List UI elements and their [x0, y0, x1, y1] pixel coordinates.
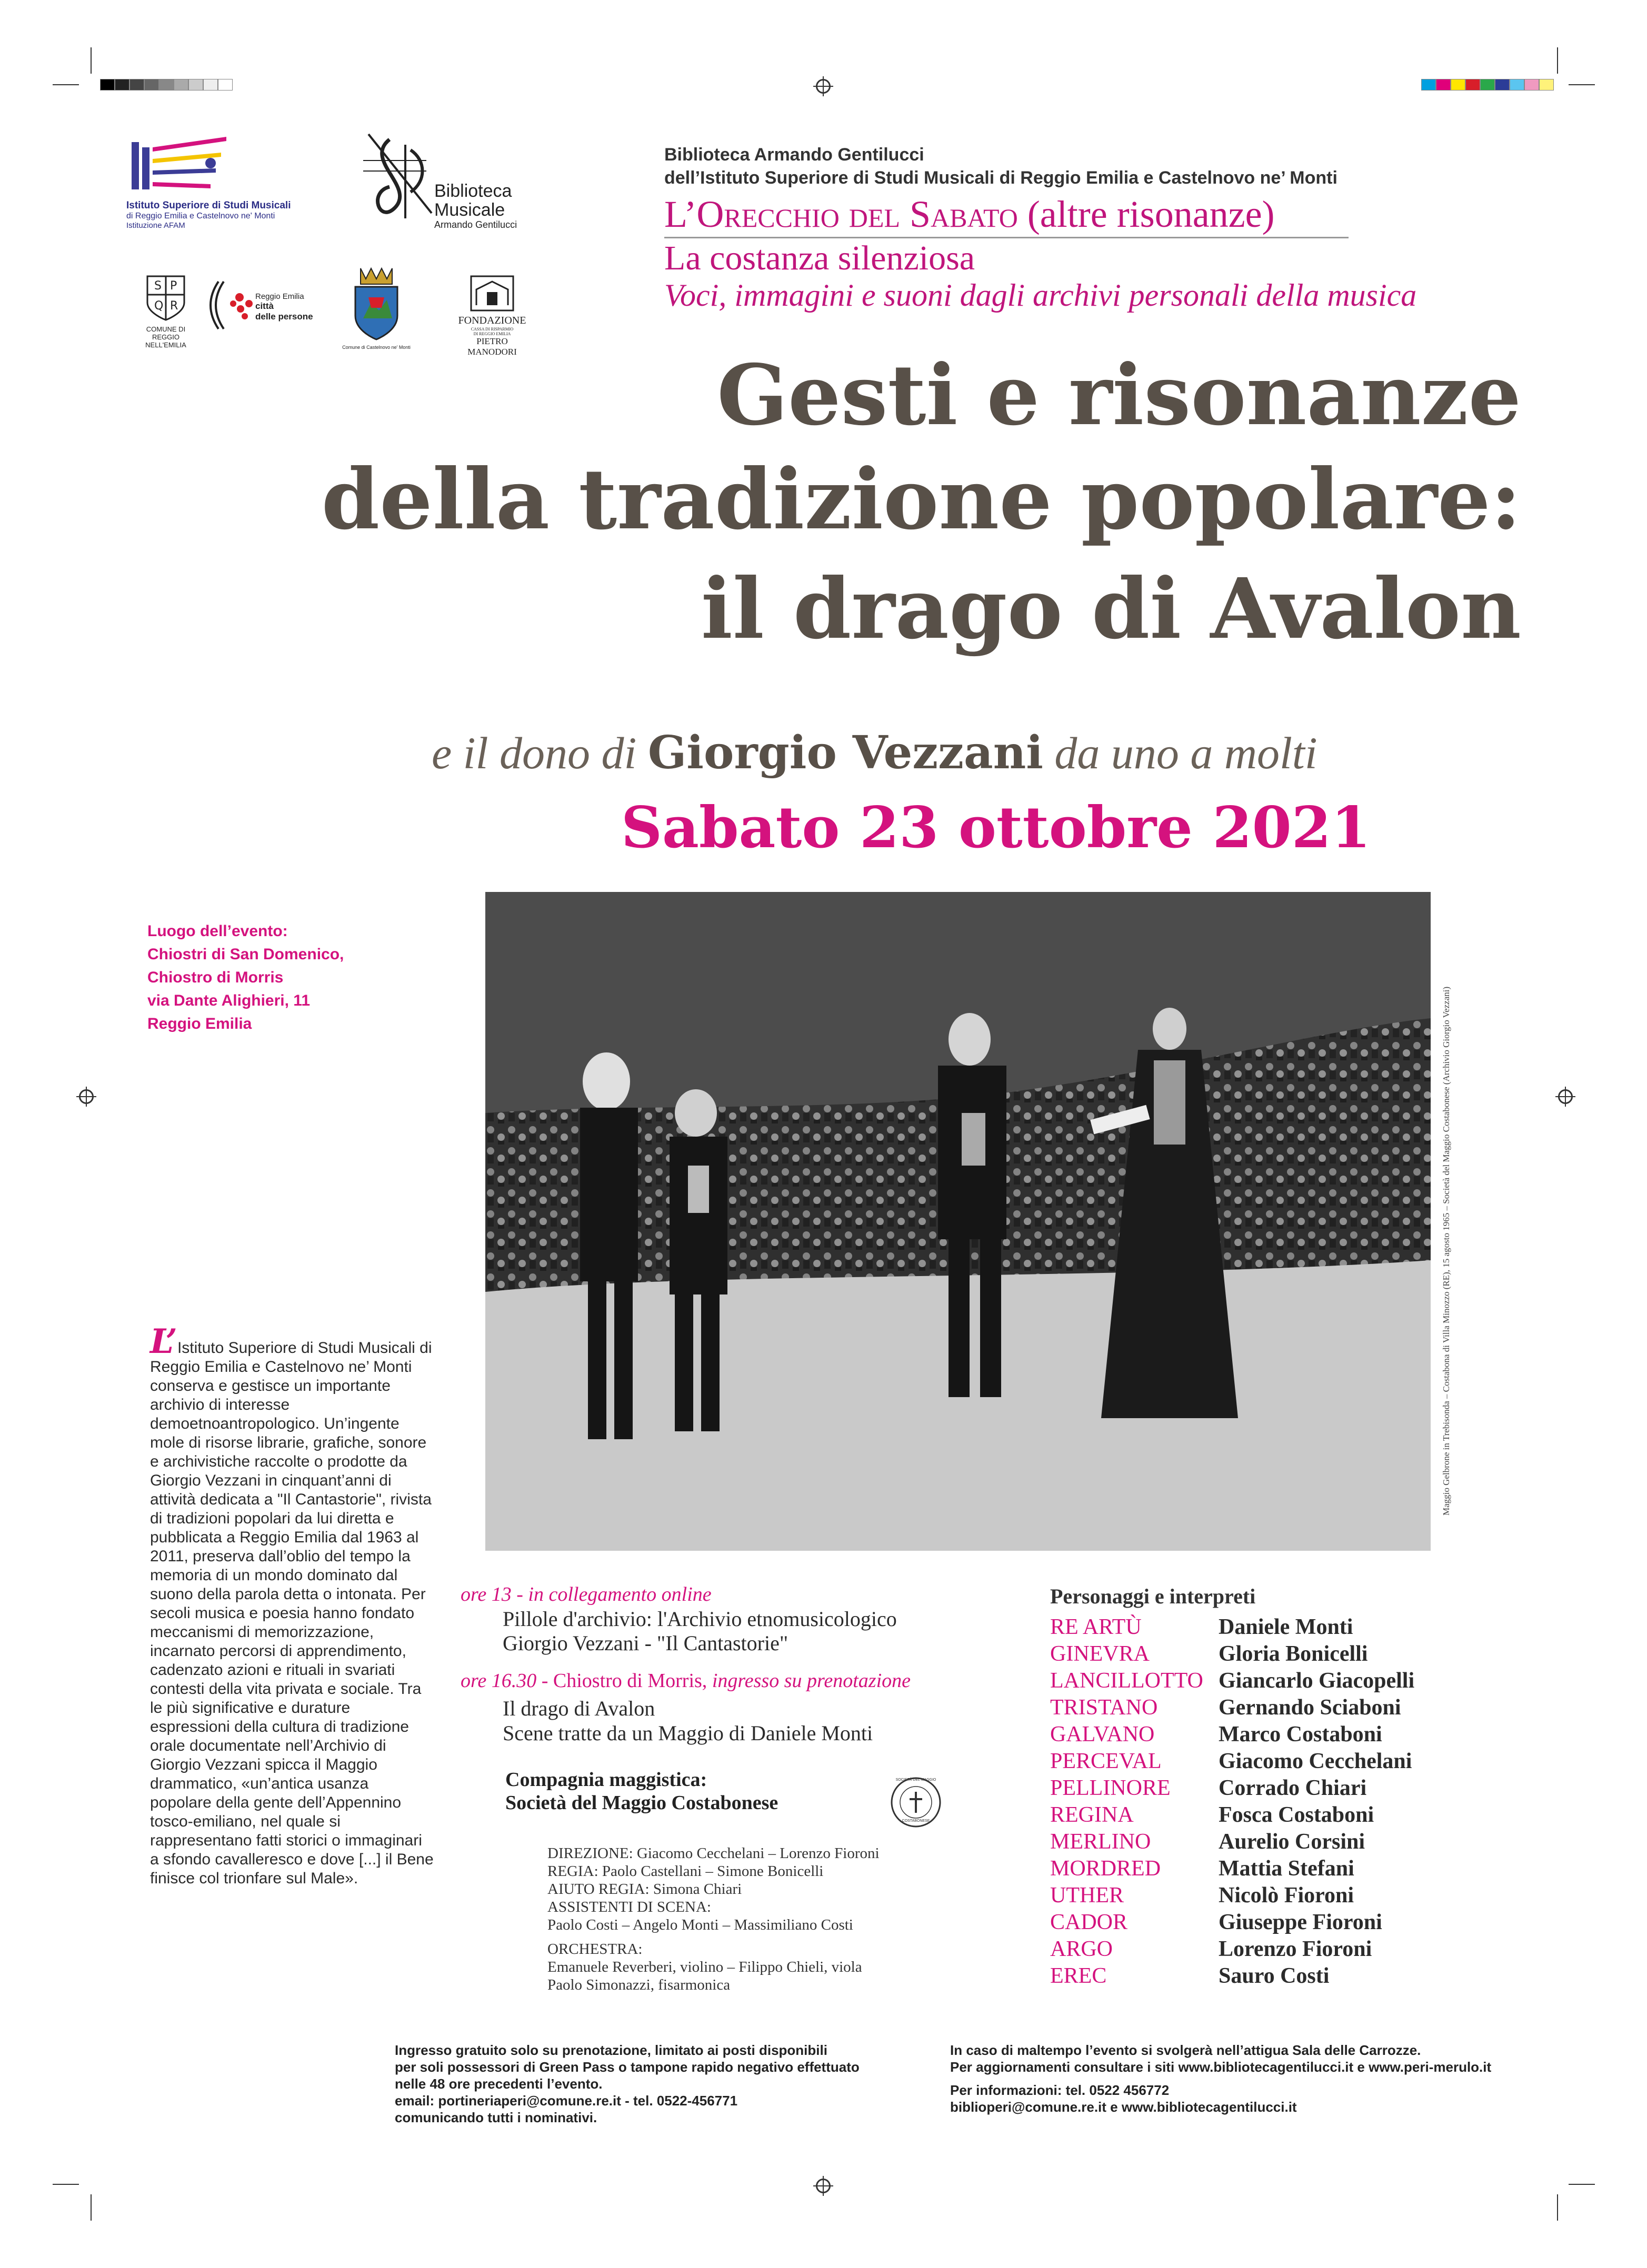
svg-text:S: S	[154, 279, 162, 293]
cast-row	[1050, 1882, 1524, 1909]
logo-biblioteca	[358, 129, 532, 234]
cycle-title: La costanza silenziosa	[664, 239, 975, 277]
logo-castelnovo	[342, 266, 411, 355]
seal-text-bottom: COSTABONESE	[902, 1819, 930, 1823]
cast-role: EREC	[1050, 1964, 1107, 1988]
crop-mark-tr-v	[1557, 47, 1558, 74]
musicale-word: Musicale	[434, 200, 505, 220]
comune-city: REGGIO NELL'EMILIA	[145, 333, 186, 349]
header-institute: dell’Istituto Superiore di Studi Musicali di Reggio Emilia e Castelnovo ne’ Monti	[664, 168, 1337, 188]
venue-block	[147, 920, 344, 1036]
cast-row	[1050, 1829, 1524, 1855]
footer-left	[395, 2042, 921, 2126]
cast-role: MORDRED	[1050, 1856, 1161, 1881]
fondazione-manodori: PIETRO MANODORI	[467, 336, 517, 357]
footer-left-email: email: portineriaperi@comune.re.it - tel. 0522-456771	[395, 2093, 738, 2109]
program-first-title	[461, 1607, 1008, 1655]
intro-text	[150, 1322, 434, 1888]
credit-aiuto-regia: AIUTO REGIA: Simona Chiari	[547, 1881, 742, 1898]
logo-comune	[132, 274, 200, 353]
program-second-place: - Chiostro di Morris,	[536, 1670, 712, 1692]
cast-row	[1050, 1668, 1524, 1694]
crop-mark-tl-v	[91, 47, 92, 74]
istituto-name: Istituto Superiore di Studi Musicali	[126, 200, 291, 211]
footer-left-line-3: nelle 48 ore precedenti l’evento.	[395, 2076, 603, 2092]
biblioteca-word: Biblioteca	[434, 181, 512, 201]
istituto-emblem-icon	[132, 132, 232, 195]
cast-role: LANCILLOTTO	[1050, 1669, 1203, 1693]
credit-orchestra-label: ORCHESTRA:	[547, 1941, 643, 1958]
cast-row	[1050, 1641, 1524, 1668]
cast-actor: Gernando Sciaboni	[1219, 1695, 1401, 1720]
istituto-afam: Istituzione AFAM	[126, 221, 185, 230]
company-seal	[890, 1776, 942, 1829]
cast-role: GINEVRA	[1050, 1642, 1150, 1666]
comune-crest-icon	[145, 274, 187, 321]
program-second-title: Il drago di Avalon	[503, 1697, 655, 1720]
comune-label: COMUNE DI	[146, 325, 186, 333]
photo-caption: Maggio Gelbrone in Trebisonda – Costabona di Villa Minozzo (RE), 15 agosto 1965 – Società del Maggio Costabonese (Archivio Giorgio Vezzani)	[1441, 986, 1451, 1516]
cast-role: RE ARTÙ	[1050, 1615, 1142, 1639]
performance-photo	[485, 892, 1431, 1551]
cast-row	[1050, 1775, 1524, 1802]
intro-body: Istituto Superiore di Studi Musicali di Reggio Emilia e Castelnovo ne’ Monti conserva e gestisce un importante archivio di interesse demoetnoantropologico. Un’ingente mole di risorse librarie, grafiche, sonore e archivistiche raccolte o prodotte da Giorgio Vezzani in cinquant’anni di attività dedicata a "Il Cantastorie", rivista di tradizioni popolari da lui diretta e pubblicata a Reggio Emilia dal 1963 al 2011, preserva dall’oblio del tempo la memoria di un mondo dominato dal suono della parola detta o intonata. Per secoli musica e poesia hanno fondato meccanismi di memorizzazione, incarnato percorsi di apprendimento, cadenzato azioni e rituali in svariati contesti della vita privata e sociale. Tra le più significative e durature espressioni della cultura di tradizione orale documentate nell’Archivio di Giorgio Vezzani spicca il Maggio drammatico, «un’antica usanza popolare della gente dell’Appennino tosco-emiliano, nel quale si rappresentano fatti storici o immaginari a sfondo cavalleresco e dove [...] il Bene finisce col trionfare sul Male».	[150, 1339, 434, 1887]
footer-left-line-1: Ingresso gratuito solo su prenotazione, limitato ai posti disponibili	[395, 2042, 827, 2058]
intro-initial: L’	[150, 1322, 177, 1361]
credit-orchestra-accordion: Paolo Simonazzi, fisarmonica	[547, 1976, 731, 1993]
venue-city: Reggio Emilia	[147, 1015, 252, 1032]
subtitle	[432, 726, 1484, 779]
cast-role: CADOR	[1050, 1910, 1128, 1934]
cast-row	[1050, 1694, 1524, 1721]
subtitle-pre: e il dono di	[432, 728, 648, 778]
venue-cloister: Chiostro di Morris	[147, 969, 284, 986]
cast-role: PERCEVAL	[1050, 1749, 1162, 1773]
footer-right-phone: Per informazioni: tel. 0522 456772	[950, 2082, 1170, 2098]
cast-actor: Nicolò Fioroni	[1219, 1883, 1354, 1908]
registration-mark-top	[816, 79, 831, 94]
cast-actor: Fosca Costaboni	[1219, 1803, 1374, 1827]
venue-place: Chiostri di San Domenico,	[147, 946, 344, 963]
cast-actor: Daniele Monti	[1219, 1615, 1353, 1639]
cast-row	[1050, 1802, 1524, 1829]
program-first-title-2: Giorgio Vezzani - "Il Cantastorie"	[503, 1631, 788, 1655]
fondazione-cassa: CASSA DI RISPARMIO	[471, 327, 514, 332]
citta-city: Reggio Emilia	[255, 292, 304, 301]
istituto-city: di Reggio Emilia e Castelnovo ne' Monti	[126, 212, 275, 220]
series-sub: (altre risonanze)	[1027, 193, 1275, 235]
credit-orchestra-strings: Emanuele Reverberi, violino – Filippo Chieli, viola	[547, 1959, 862, 1975]
footer-right-line-2: Per aggiornamenti consultare i siti www.bibliotecagentilucci.it e www.peri-merulo.it	[950, 2059, 1492, 2075]
cast-row	[1050, 1721, 1524, 1748]
cast-actor: Aurelio Corsini	[1219, 1830, 1365, 1854]
cast-role: GALVANO	[1050, 1722, 1155, 1747]
cast-actor: Lorenzo Fioroni	[1219, 1937, 1372, 1961]
cast-actor: Corrado Chiari	[1219, 1776, 1367, 1800]
subtitle-name: Giorgio Vezzani	[647, 726, 1043, 779]
footer-left-line-5: comunicando tutti i nominativi.	[395, 2110, 597, 2125]
registration-mark-bottom	[816, 2179, 831, 2193]
citta-word: città	[255, 301, 274, 311]
cast-role: UTHER	[1050, 1883, 1124, 1908]
venue-label: Luogo dell’evento:	[147, 922, 288, 940]
cycle-subtitle: Voci, immagini e suoni dagli archivi personali della musica	[664, 278, 1417, 313]
svg-text:Q: Q	[154, 299, 164, 313]
color-bar	[1421, 79, 1554, 91]
footer-right-email: biblioperi@comune.re.it e www.bibliotecagentilucci.it	[950, 2099, 1297, 2115]
credits-block	[547, 1844, 1021, 1994]
crop-mark-bl-v	[91, 2194, 92, 2221]
cast-block	[1050, 1584, 1524, 1990]
footer-right-spacer	[950, 2075, 1582, 2082]
citta-persone: delle persone	[255, 312, 313, 322]
credit-regia: REGIA: Paolo Castellani – Simone Bonicelli	[547, 1863, 824, 1880]
cast-row	[1050, 1614, 1524, 1641]
crop-mark-bl-h	[53, 2184, 79, 2185]
cast-actor: Gloria Bonicelli	[1219, 1642, 1368, 1666]
crop-mark-tl-h	[53, 84, 79, 85]
program-second-sub: Scene tratte da un Maggio di Daniele Monti	[503, 1721, 873, 1745]
company-name: Società del Maggio Costabonese	[505, 1792, 778, 1814]
logo-citta	[208, 276, 313, 350]
cast-row	[1050, 1855, 1524, 1882]
header-block	[664, 143, 1612, 312]
title-line-3: il drago di Avalon	[701, 560, 1521, 658]
credit-assistenti-names: Paolo Costi – Angelo Monti – Massimiliano Costi	[547, 1916, 853, 1933]
program-first-title-1: Pillole d'archivio: l'Archivio etnomusicologico	[503, 1607, 897, 1631]
footer-left-line-2: per soli possessori di Green Pass o tampone rapido negativo effettuato	[395, 2059, 860, 2075]
logo-istituto	[126, 132, 347, 237]
crop-mark-tr-h	[1569, 84, 1595, 85]
title-line-1: Gesti e risonanze	[717, 347, 1521, 444]
seal-text-top: SOCIETÀ DEL MAGGIO	[895, 1778, 936, 1782]
footer-right	[950, 2042, 1582, 2115]
castelnovo-label: Comune di Castelnovo ne' Monti	[342, 345, 411, 350]
cast-role: MERLINO	[1050, 1830, 1151, 1854]
title-line-2: della tradizione popolare:	[321, 451, 1521, 548]
biblioteca-treble-clef-icon	[358, 129, 437, 229]
cast-row	[1050, 1936, 1524, 1963]
registration-mark-right	[1558, 1089, 1573, 1104]
program-second-time	[461, 1669, 1008, 1692]
footer-right-line-1: In caso di maltempo l’evento si svolgerà nell’attigua Sala delle Carrozze.	[950, 2042, 1421, 2058]
company-label: Compagnia maggistica:	[505, 1769, 707, 1791]
series-title	[664, 193, 1612, 236]
svg-text:R: R	[170, 299, 178, 313]
citta-persone-icon	[208, 276, 255, 334]
fondazione-building-icon	[468, 274, 516, 313]
cast-actor: Giancarlo Giacopelli	[1219, 1669, 1415, 1693]
event-date: Sabato 23 ottobre 2021	[621, 795, 1371, 861]
program-block	[461, 1583, 1008, 1745]
cast-row	[1050, 1909, 1524, 1936]
photo-scene-image	[485, 892, 1431, 1551]
program-second-hour: ore 16.30	[461, 1670, 537, 1692]
cast-role: PELLINORE	[1050, 1776, 1171, 1800]
crop-mark-br-h	[1569, 2184, 1595, 2185]
logo-fondazione	[453, 274, 532, 358]
gentilucci-word: Armando Gentilucci	[434, 219, 517, 230]
subtitle-post: da uno a molti	[1043, 728, 1317, 778]
cast-heading: Personaggi e interpreti	[1050, 1584, 1256, 1608]
registration-mark-left	[79, 1089, 94, 1104]
program-first-time: ore 13 - in collegamento online	[461, 1583, 712, 1605]
cast-row	[1050, 1748, 1524, 1775]
cast-actor: Mattia Stefani	[1219, 1856, 1354, 1881]
credit-direzione: DIREZIONE: Giacomo Cecchelani – Lorenzo Fioroni	[547, 1845, 880, 1862]
header-library: Biblioteca Armando Gentilucci	[664, 145, 924, 165]
program-second-booking: ingresso su prenotazione	[712, 1670, 911, 1692]
cast-actor: Giacomo Cecchelani	[1219, 1749, 1412, 1773]
cast-role: TRISTANO	[1050, 1695, 1158, 1720]
series-name: L’Orecchio del Sabato	[664, 193, 1018, 235]
cast-role: ARGO	[1050, 1937, 1113, 1961]
cast-actor: Sauro Costi	[1219, 1964, 1330, 1988]
cast-row	[1050, 1963, 1524, 1990]
svg-text:P: P	[170, 279, 177, 293]
fondazione-reggio: DI REGGIO EMILIA	[473, 332, 511, 336]
venue-street: via Dante Alighieri, 11	[147, 992, 311, 1009]
credit-assistenti-label: ASSISTENTI DI SCENA:	[547, 1899, 711, 1915]
fondazione-word: FONDAZIONE	[458, 315, 526, 326]
cast-role: REGINA	[1050, 1803, 1134, 1827]
cast-actor: Giuseppe Fioroni	[1219, 1910, 1382, 1934]
crop-mark-br-v	[1557, 2194, 1558, 2221]
cast-actor: Marco Costaboni	[1219, 1722, 1382, 1747]
castelnovo-crest-icon	[345, 266, 408, 345]
grayscale-bar	[100, 79, 233, 91]
company-block	[505, 1768, 926, 1814]
